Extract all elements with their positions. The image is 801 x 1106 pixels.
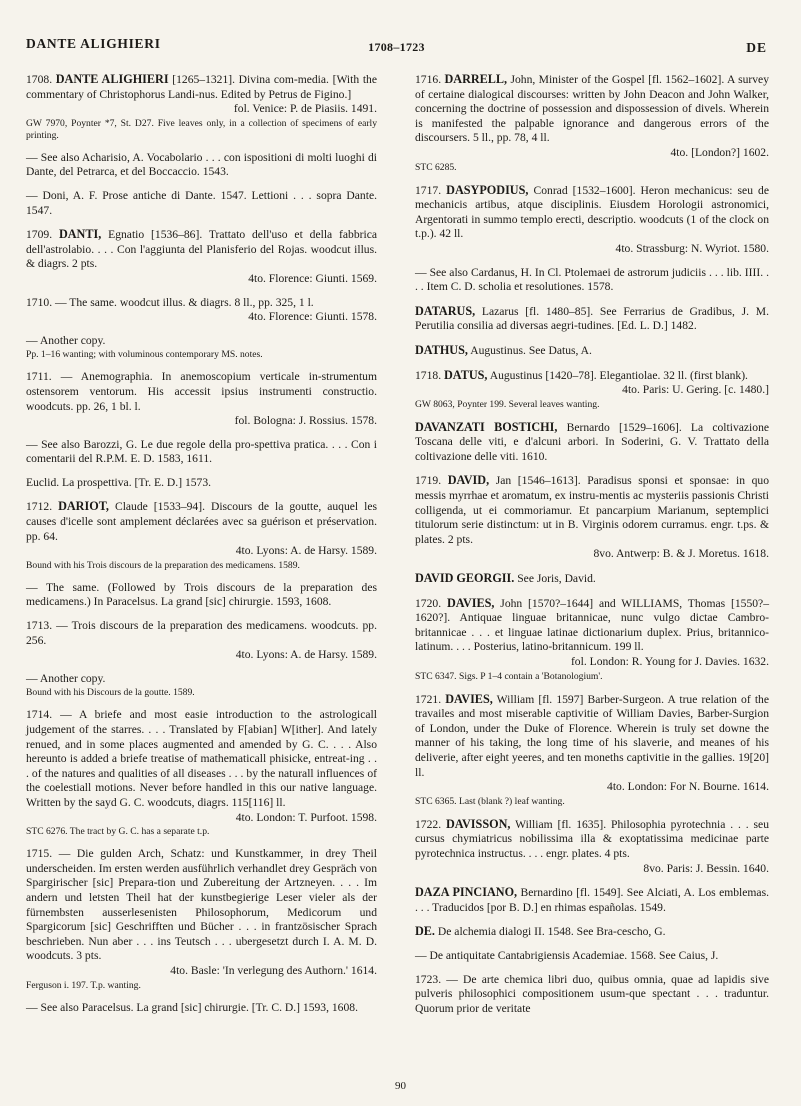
- entry-text: [415, 692, 769, 781]
- entry-imprint: 4to. Paris: U. Gering. [c. 1480.]: [622, 383, 769, 397]
- entry-text: [415, 571, 769, 587]
- entry-imprint: 8vo. Paris: J. Bessin. 1640.: [643, 861, 769, 875]
- entry-author: DAVANZATI BOSTICHI,: [415, 419, 558, 434]
- entry-author: DAZA PINCIANO,: [415, 885, 518, 900]
- entry-text: [26, 1001, 377, 1016]
- entry-description: John [1570?–1644] and WILLIAMS, Thomas [1550?–1620?]. Antiquae linguae britannicae, nunc vulgo dictae Cambro-britannicae . . . et linguae latinae dictionarium duplex. Prius, britannico-latinum. . . . Posterius, latino-britannicum. 199 ll.: [415, 596, 769, 654]
- catalogue-entry: [415, 885, 769, 915]
- entry-imprint: 4to. Strassburg: N. Wyriot. 1580.: [615, 241, 769, 255]
- entry-description: — De antiquitate Cantabrigiensis Academiae. 1568. See Caius, J.: [415, 948, 719, 962]
- entry-description: Claude [1533–94]. Discours de la goutte, auquel les causes d'icelle sont amplement déclarées avec sa guérison et préservation. pp. 64.: [26, 500, 377, 543]
- catalogue-entry: [415, 72, 769, 174]
- entry-author: DAVISSON,: [445, 816, 511, 831]
- catalogue-entry: [26, 72, 377, 142]
- entry-number: 1710.: [26, 295, 53, 309]
- entry-note: STC 6347. Sigs. P 1–4 contain a 'Botanologium'.: [415, 670, 603, 682]
- entry-author: DAVID GEORGII.: [415, 571, 515, 586]
- entry-imprint: 4to. London: For N. Bourne. 1614.: [607, 780, 769, 794]
- catalogue-entry: [26, 1001, 377, 1016]
- entry-description: Bernardino [fl. 1549]. See Alciati, A. Los emblemas. . . . Traducidos [por B. D.] en rhimas españolas. 1549.: [415, 886, 769, 914]
- catalogue-entry: [415, 343, 769, 359]
- running-header: [26, 36, 767, 60]
- entry-imprint: 4to. [London?] 1602.: [670, 145, 769, 159]
- entry-description: [1265–1321]. Divina com-media. [With the commentary of Christophorus Landi-nus. Edited by Petrus de Figino.]: [26, 73, 377, 101]
- catalogue-entry: [415, 973, 769, 1017]
- entry-number: 1712.: [26, 500, 53, 514]
- entry-description: — Another copy.: [26, 671, 106, 685]
- entry-imprint: fol. Venice: P. de Piasiis. 1491.: [233, 102, 377, 116]
- entry-description: Egnatio [1536–86]. Trattato dell'uso et della fabbrica dell'astrolabio. . . . Con l'aggiunta del Planisferio del Rojas. woodcut illus. & diagrs. 2 pts.: [26, 228, 378, 271]
- entry-description: Augustinus [1420–78]. Elegantiolae. 32 ll. (first blank).: [487, 368, 748, 382]
- entry-text: [26, 334, 377, 349]
- entry-number: 1718.: [415, 368, 442, 382]
- entry-imprint: 4to. Florence: Giunti. 1569.: [248, 271, 377, 285]
- catalogue-entry: [26, 370, 377, 428]
- entry-text: [26, 619, 377, 648]
- entry-description: — De arte chemica libri duo, quibus omnia, quae ad lapidis sive pulveris philosophici compositionem usum-que spectant . . . traduntur. Quorum prior de veritate: [415, 972, 769, 1015]
- entry-author: DATHUS,: [415, 342, 468, 357]
- entry-description: — Die gulden Arch, Schatz: und Kunstkammer, in drey Theil underscheiden. Im ersten werden ausführlich verhandlet drey Gespräch von Spargirischer [sic] Prepara-tion und Zubereitung der Artzneyen. . . . Im andern und letsten Theil hat der kunstbegierige Leser vieler als der fürnembsten ausserlesenisten Philosophorum, Medicorum und Spargicorum [sic] Geschrifften und Bücher . . . in frantzösischer Sprach beschrieben. Nun aber . . . ins Teutsch . . . ubergesetzt durch I. A. M. D. woodcuts. 3 pts.: [26, 847, 377, 963]
- catalogue-entry: [26, 189, 377, 218]
- entry-description: See Joris, David.: [514, 572, 596, 586]
- catalogue-entry: [415, 420, 769, 465]
- entry-imprint: 4to. Lyons: A. de Harsy. 1589.: [235, 648, 377, 662]
- entry-description: De alchemia dialogi II. 1548. See Bra-cescho, G.: [434, 925, 666, 939]
- catalogue-entry: [415, 304, 769, 334]
- entry-text: [415, 885, 769, 915]
- entry-number: 1709.: [26, 228, 53, 242]
- entry-text: [26, 438, 377, 467]
- entry-description: — Anemographia. In anemoscopium verticale in-strumentum ostensorem ventorum. His accessit ipsius instrumenti constructio. woodcuts. pp. 26, 1 bl. l.: [26, 370, 377, 413]
- entry-number: 1715.: [26, 847, 53, 861]
- catalogue-entry: [26, 334, 377, 362]
- entry-note: Bound with his Trois discours de la preparation des medicamens. 1589.: [26, 559, 300, 571]
- entry-description: William [fl. 1635]. Philosophia pyrotechnia . . . seu cursus chymiatricus nobilissima illa & exoptatissima medicinae parte pyrotechnica instructus. . . . engr. plates. 4 pts.: [415, 817, 769, 860]
- catalogue-entry: [415, 571, 769, 587]
- entry-text: [26, 189, 377, 218]
- entry-author: DATARUS,: [415, 303, 476, 318]
- catalogue-entry: [26, 151, 377, 180]
- entry-imprint: fol. Bologna: J. Rossius. 1578.: [234, 414, 377, 428]
- catalogue-entry: [415, 368, 769, 411]
- catalogue-entry: [415, 692, 769, 808]
- entry-text: [26, 672, 377, 687]
- entry-description: — See also Acharisio, A. Vocabolario . . . con ispositioni di molti luoghi di Dante, del Petrarca, et del Boccaccio. 1543.: [26, 150, 377, 179]
- entry-text: [26, 151, 377, 180]
- entry-text: [415, 973, 769, 1017]
- entry-text: [415, 473, 769, 547]
- entry-text: [415, 72, 769, 146]
- entry-text: [26, 708, 377, 810]
- entry-text: [415, 596, 769, 655]
- entry-description: — Trois discours de la preparation des medicamens. woodcuts. pp. 256.: [26, 619, 377, 647]
- entry-imprint: 4to. Basle: 'In verlegung des Authorn.' 1614.: [170, 963, 377, 977]
- catalogue-entry: [415, 949, 769, 964]
- entry-note: STC 6276. The tract by G. C. has a separate t.p.: [26, 826, 210, 838]
- entry-description: Augustinus. See Datus, A.: [467, 343, 592, 357]
- entry-description: Jan [1546–1613]. Paradisus sponsi et sponsae: in quo messis myrrhae et aromatum, ex instru-mentis ac mysteriis passionis Christi colligenda, ut ei commoriamur. Et pancarpium Marianum, septemplici titulorum serie distinctum: ut in B. Virginis odorem curramus. engr. t.ps. & plates. 2 pts.: [415, 474, 769, 546]
- catalogue-entry: [415, 924, 769, 940]
- entry-text: [26, 476, 377, 491]
- entry-text: [26, 370, 377, 414]
- entry-number: 1720.: [415, 596, 442, 610]
- entry-author: DAVIES,: [445, 691, 493, 706]
- entry-author: DANTI,: [58, 227, 102, 242]
- entry-text: [415, 266, 769, 295]
- catalogue-entry: [26, 847, 377, 991]
- entry-number: 1719.: [415, 474, 442, 488]
- catalogue-entry: [415, 817, 769, 876]
- entry-imprint: fol. London: R. Young for J. Davies. 1632.: [570, 655, 769, 668]
- entry-imprint: 4to. Florence: Giunti. 1578.: [248, 310, 377, 324]
- header-right: DE: [746, 40, 767, 55]
- entry-text: [415, 368, 769, 384]
- entry-description: Conrad [1532–1600]. Heron mechanicus: seu de mechanicis artibus, atque disciplinis. Eiusdem Horologii astronomici, Argentorati in summo templo erecti, descriptio. woodcuts (1 of the clock on t.p.). 42 ll.: [415, 183, 769, 241]
- entry-number: 1708.: [26, 73, 53, 86]
- entry-text: [415, 343, 769, 359]
- entry-text: [415, 949, 769, 964]
- entry-text: [26, 499, 377, 544]
- header-center: 1708–1723: [368, 40, 425, 54]
- catalogue-entry: [26, 708, 377, 838]
- entry-text: [26, 227, 377, 272]
- catalogue-entry: [26, 476, 377, 491]
- entry-text: [26, 72, 377, 102]
- entry-number: 1711.: [26, 370, 52, 384]
- entry-description: William [fl. 1597] Barber-Surgeon. A true relation of the travailes and most miserable captivitie of William Davies, Barber-Surgion of London, under the Duke of Florence. Wherein is truly set downe the manner of his taking, the long time of his slaverie, and meanes of his deliverie, after eight yeeres, and ten moneths captivitie in the gallies. 19[20] ll.: [415, 692, 769, 779]
- entry-author: DANTE ALIGHIERI: [55, 72, 169, 86]
- entry-author: DARIOT,: [58, 499, 109, 514]
- entry-number: 1721.: [415, 692, 442, 706]
- entry-description: — The same. woodcut illus. & diagrs. 8 ll., pp. 325, 1 l.: [55, 295, 314, 309]
- entry-author: DE.: [415, 924, 435, 939]
- entry-text: [26, 296, 377, 311]
- entry-note: Ferguson i. 197. T.p. wanting.: [26, 979, 141, 991]
- catalogue-entry: [26, 581, 377, 610]
- catalogue-entry: [415, 266, 769, 295]
- entry-description: John, Minister of the Gospel [fl. 1562–1602]. A survey of certaine dialogical discourses: written by John Deacon and John Walker, concerning the doctrine of possession and dispossession of divels. Wherein is manifested the palpable ignorance and dangerous errors of the discoursers. 5 ll., pp. 78, 4 ll.: [415, 73, 769, 145]
- page-number: 90: [395, 1080, 406, 1092]
- catalogue-entry: [26, 499, 377, 571]
- entry-number: 1714.: [26, 708, 53, 722]
- entry-number: 1713.: [26, 619, 53, 633]
- entry-description: — See also Paracelsus. La grand [sic] chirurgie. [Tr. C. D.] 1593, 1608.: [26, 1000, 358, 1014]
- entry-description: — See also Barozzi, G. Le due regole della pro-spettiva pratica. . . . Con i comentarii del R.P.M. E. D. 1583, 1611.: [26, 437, 377, 466]
- entry-number: 1716.: [415, 73, 442, 86]
- entry-note: Bound with his Discours de la goutte. 1589.: [26, 687, 195, 699]
- entry-author: DARRELL,: [444, 72, 508, 86]
- entry-number: 1723.: [415, 972, 442, 986]
- entry-text: [415, 304, 769, 334]
- catalogue-entry: [415, 183, 769, 257]
- catalogue-entry: [26, 438, 377, 467]
- entry-number: 1717.: [415, 183, 442, 197]
- entry-author: DAVID,: [447, 473, 490, 488]
- entry-text: [415, 183, 769, 242]
- entry-description: Bernardo [1529–1606]. La coltivazione Toscana delle viti, e d'alcuni arbori. In Soderini, G. V. Trattato della coltivazione delle viti. 1610.: [415, 420, 770, 463]
- header-left: DANTE ALIGHIERI: [26, 36, 161, 51]
- entry-text: [26, 581, 377, 610]
- catalogue-entry: [415, 596, 769, 683]
- entry-description: — See also Cardanus, H. In Cl. Ptolemaei de astrorum judiciis . . . lib. IIII. . . . Item C. D. scholia et resolutiones. 1578.: [415, 265, 769, 294]
- entry-description: — A briefe and most easie introduction to the astrologicall judgement of the starres. . . . Translated by F[abian] W[ither]. And lately renued, and in some places augmented and amended by G. C. . . . Also hereunto is added a briefe treatise of mathematicall phisicke, entreat-ing . . . of the natures and qualities of all diseases . . . by the naturall influences of the coelestiall motions. Never before handled in this our native language. Written by the sayd G. C. woodcuts, diagrs. 115[116] ll.: [26, 708, 377, 809]
- entry-note: STC 6365. Last (blank ?) leaf wanting.: [415, 795, 565, 807]
- entry-text: [26, 847, 377, 964]
- entry-imprint: 4to. London: T. Purfoot. 1598.: [235, 810, 377, 824]
- entry-imprint: 4to. Lyons: A. de Harsy. 1589.: [235, 544, 377, 558]
- entry-text: [415, 924, 769, 940]
- catalogue-entry: [26, 296, 377, 325]
- entry-number: 1722.: [415, 817, 442, 831]
- entry-description: Lazarus [fl. 1480–85]. See Ferrarius de Gradibus, J. M. Perutilia consilia ad diversas aegri-tudines. [Ed. L. D.] 1482.: [415, 304, 769, 333]
- entry-note: Pp. 1–16 wanting; with voluminous contemporary MS. notes.: [26, 349, 263, 361]
- entry-author: DATUS,: [444, 367, 488, 382]
- entry-imprint: 8vo. Antwerp: B. & J. Moretus. 1618.: [593, 547, 769, 561]
- right-column: [415, 72, 769, 1025]
- entry-note: GW 7970, Poynter *7, St. D27. Five leaves only, in a collection of specimens of early printing.: [26, 117, 377, 141]
- entry-description: — Another copy.: [26, 333, 106, 347]
- entry-text: [415, 817, 769, 862]
- entry-author: DASYPODIUS,: [446, 182, 529, 197]
- entry-note: GW 8063, Poynter 199. Several leaves wanting.: [415, 398, 600, 410]
- entry-author: DAVIES,: [446, 595, 495, 610]
- catalogue-entry: [26, 672, 377, 700]
- entry-note: STC 6285.: [415, 161, 457, 173]
- catalogue-entry: [415, 473, 769, 562]
- catalogue-entry: [26, 227, 377, 286]
- entry-description: Euclid. La prospettiva. [Tr. E. D.] 1573.: [26, 475, 212, 489]
- entry-description: — Doni, A. F. Prose antiche di Dante. 1547. Lettioni . . . sopra Dante. 1547.: [26, 188, 377, 217]
- left-column: [26, 72, 377, 1024]
- entry-description: — The same. (Followed by Trois discours de la preparation des medicamens.) In Paracelsus. La grand [sic] chirurgie. 1593, 1608.: [26, 580, 377, 609]
- catalogue-entry: [26, 619, 377, 663]
- entry-text: [415, 420, 769, 465]
